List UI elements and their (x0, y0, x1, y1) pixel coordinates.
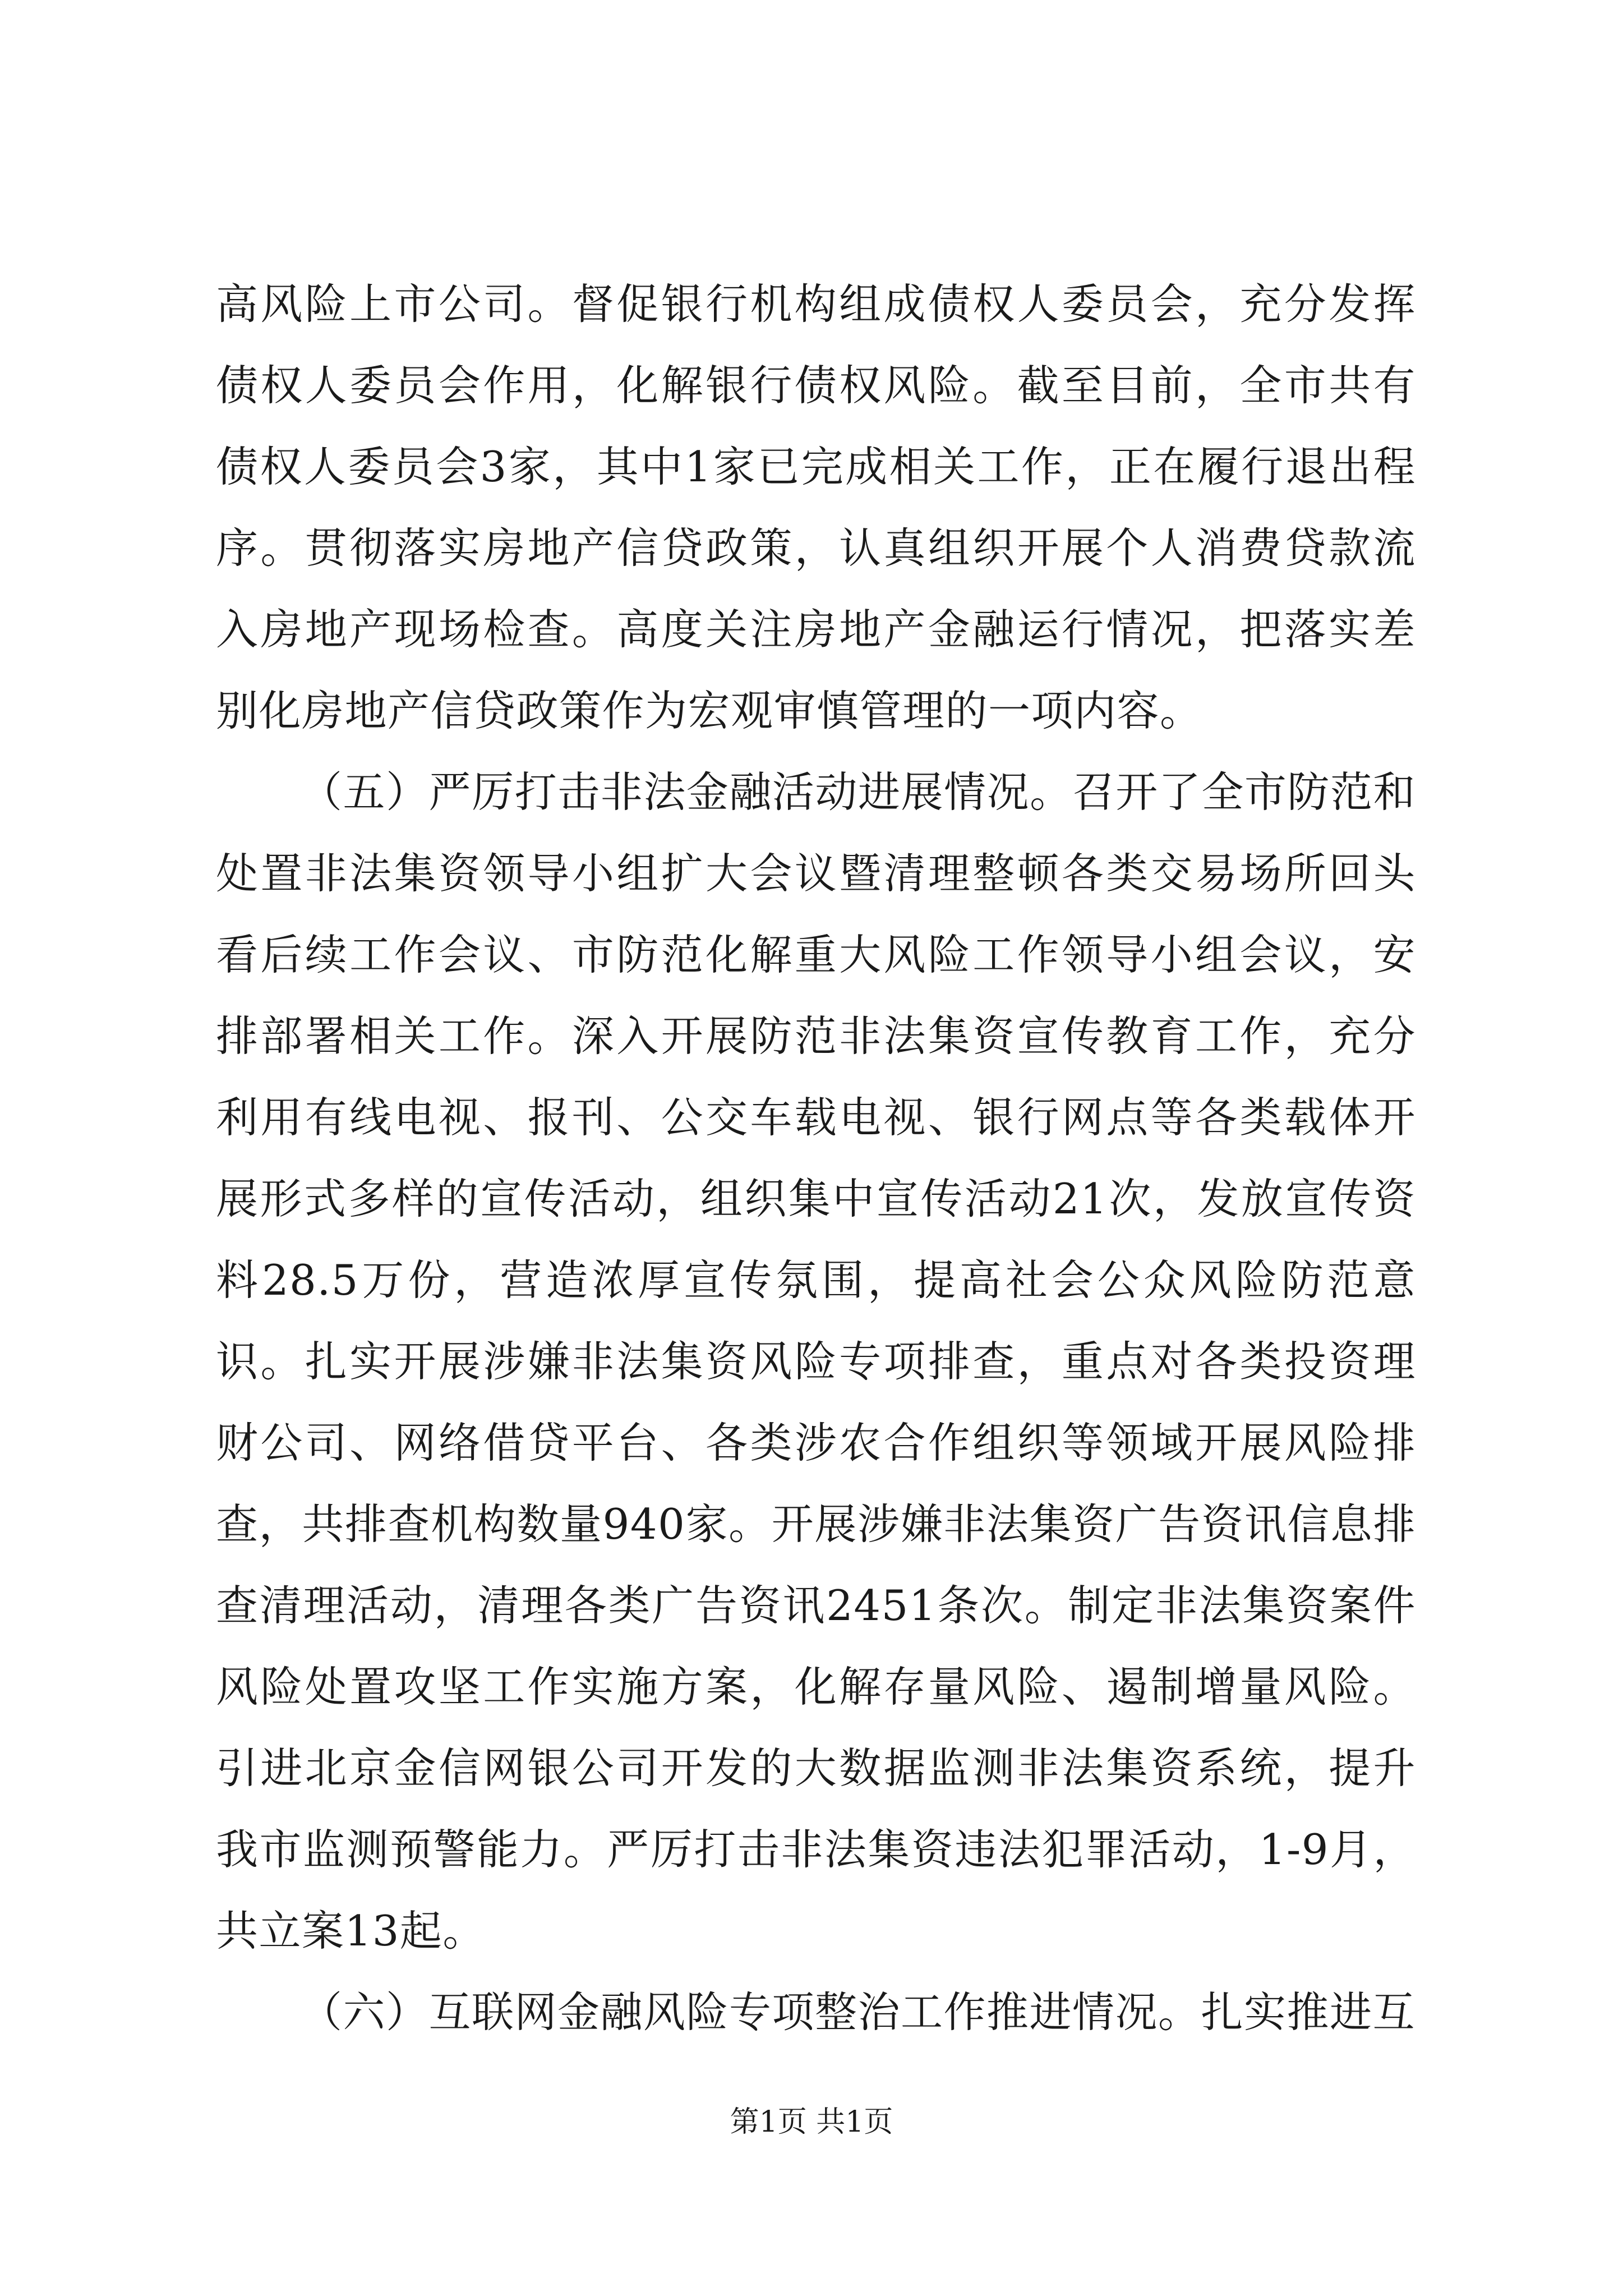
page-number-label: 第1页 共1页 (730, 2105, 893, 2139)
paragraph-2: （五）严厉打击非法金融活动进展情况。召开了全市防范和处置非法集资领导小组扩大会议暨清理整顿各类交易场所回头看后续工作会议、市防范化解重大风险工作领导小组会议，安排部署相关工作。深入开展防范非法集资宣传教育工作，充分利用有线电视、报刊、公交车载电视、银行网点等各类载体开展形式多样的宣传活动，组织集中宣传活动21次，发放宣传资料28.5万份，营造浓厚宣传氛围，提高社会公众风险防范意识。扎实开展涉嫌非法集资风险专项排查，重点对各类投资理财公司、网络借贷平台、各类涉农合作组织等领域开展风险排查，共排查机构数量940家。开展涉嫌非法集资广告资讯信息排查清理活动，清理各类广告资讯2451条次。制定非法集资案件风险处置攻坚工作实施方案，化解存量风险、遏制增量风险。引进北京金信网银公司开发的大数据监测非法集资系统，提升我市监测预警能力。严厉打击非法集资违法犯罪活动，1-9月，共立案13起。 (216, 767, 1416, 1955)
paragraph-1: 高风险上市公司。督促银行机构组成债权人委员会，充分发挥债权人委员会作用，化解银行债权风险。截至目前，全市共有债权人委员会3家，其中1家已完成相关工作，正在履行退出程序。贯彻落实房地产信贷政策，认真组织开展个人消费贷款流入房地产现场检查。高度关注房地产金融运行情况，把落实差别化房地产信贷政策作为宏观审慎管理的一项内容。 (216, 279, 1416, 735)
body-text (216, 264, 1416, 2053)
paragraph-3: （六）互联网金融风险专项整治工作推进情况。扎实推进互 (300, 1987, 1416, 2037)
page-footer (0, 2102, 1623, 2142)
